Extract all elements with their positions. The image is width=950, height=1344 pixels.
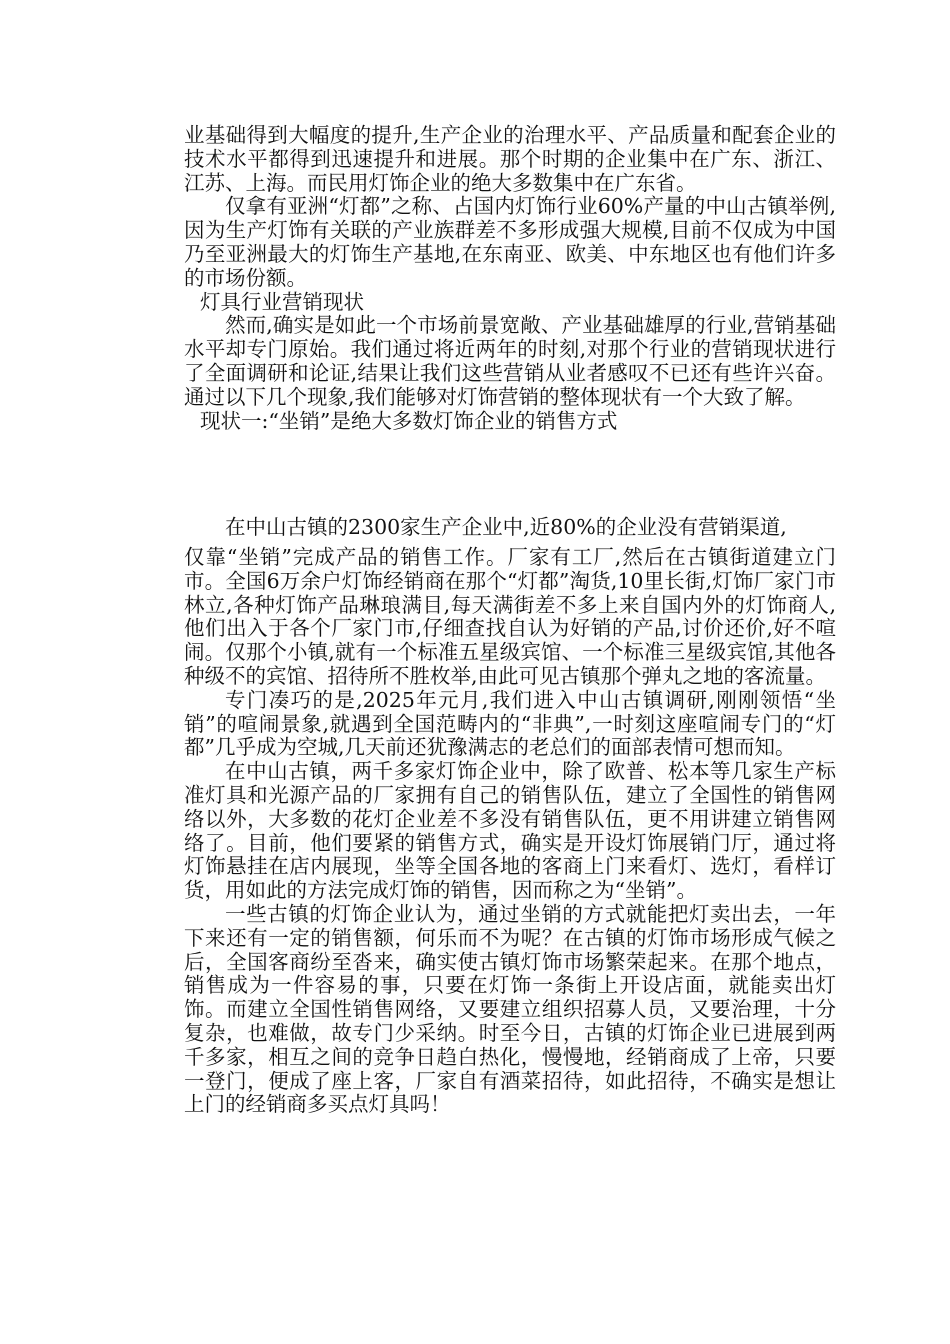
paragraph-sars-coincidence: 专门凑巧的是,2025年元月,我们进入中山古镇调研,刚刚领悟“坐销”的喧闹景象,就遇到全国范畴内的“非典”,一时刻这座喧闹专门的“灯都”几乎成为空城,几天前还犹豫满志的老总们的面部表情可想而知。 [184, 687, 836, 760]
paragraph-enterprise-views: 一些古镇的灯饰企业认为，通过坐销的方式就能把灯卖出去，一年下来还有一定的销售额，何乐而不为呢？在古镇的灯饰市场形成气候之后，全国客商纷至沓来，确实使古镇灯饰市场繁荣起来。在那个地点，销售成为一件容易的事，只要在灯饰一条街上开设店面，就能卖出灯饰。而建立全国性销售网络，又要建立组织招募人员，又要治理，十分复杂，也难做，故专门少采纳。时至今日，古镇的灯饰企业已进展到两千多家，相互之间的竞争日趋白热化，慢慢地，经销商成了上帝，只要一登门，便成了座上客，厂家自有酒菜招待，如此招待，不确实是想让上门的经销商多买点灯具吗！ [184, 901, 836, 1117]
paragraph-zhongshan-example: 仅拿有亚洲“灯都”之称、占国内灯饰行业60%产量的中山古镇举例,因为生产灯饰有关联的产业族群差不多形成强大规模,目前不仅成为中国乃至亚洲最大的灯饰生产基地,在东南亚、欧美、中东地区也有他们许多的市场份额。 [184, 194, 836, 290]
paragraph-zhongshan-stats-line: 在中山古镇的2300家生产企业中,近80%的企业没有营销渠道, [225, 515, 787, 539]
text-block-main [184, 546, 836, 1117]
text-block-single-line [184, 516, 836, 540]
paragraph-marketing-intro: 然而,确实是如此一个市场前景宽敞、产业基础雄厚的行业,营销基础水平却专门原始。我们通过将近两年的时刻,对那个行业的营销现状进行了全面调研和论证,结果让我们这些营销从业者感叹不已还有些许兴奋。通过以下几个现象,我们能够对灯饰营销的整体现状有一个大致了解。 [184, 313, 836, 409]
text-block-top [184, 124, 836, 433]
section-heading-status-one: 现状一:“坐销”是绝大多数灯饰企业的销售方式 [200, 408, 618, 433]
paragraph-sales-network: 在中山古镇，两千多家灯饰企业中，除了欧普、松本等几家生产标准灯具和光源产品的厂家拥有自己的销售队伍，建立了全国性的销售网络以外，大多数的花灯企业差不多没有销售队伍，更不用讲建立销售网络了。目前，他们要紧的销售方式，确实是开设灯饰展销门厅，通过将灯饰悬挂在店内展现，坐等全国各地的客商上门来看灯、选灯，看样订货，用如此的方法完成灯饰的销售，因而称之为“坐销”。 [184, 759, 836, 903]
section-heading-marketing-status: 灯具行业营销现状 [200, 289, 364, 314]
continuation-paragraph: 业基础得到大幅度的提升,生产企业的治理水平、产品质量和配套企业的技术水平都得到迅速提升和进展。那个时期的企业集中在广东、浙江、江苏、上海。而民用灯饰企业的绝大多数集中在广东省。 [184, 123, 836, 195]
continuation-paragraph-sitting-sales: 仅靠“坐销”完成产品的销售工作。厂家有工厂,然后在古镇街道建立门市。全国6万余户灯饰经销商在那个“灯都”淘货,10里长街,灯饰厂家门市林立,各种灯饰产品琳琅满目,每天满街差不多上来自国内外的灯饰商人,他们出入于各个厂家门市,仔细查找自认为好销的产品,讨价还价,好不喧闹。仅那个小镇,就有一个标准五星级宾馆、一个标准三星级宾馆,其他各种级不的宾馆、招待所不胜枚举,由此可见古镇那个弹丸之地的客流量。 [184, 545, 836, 688]
